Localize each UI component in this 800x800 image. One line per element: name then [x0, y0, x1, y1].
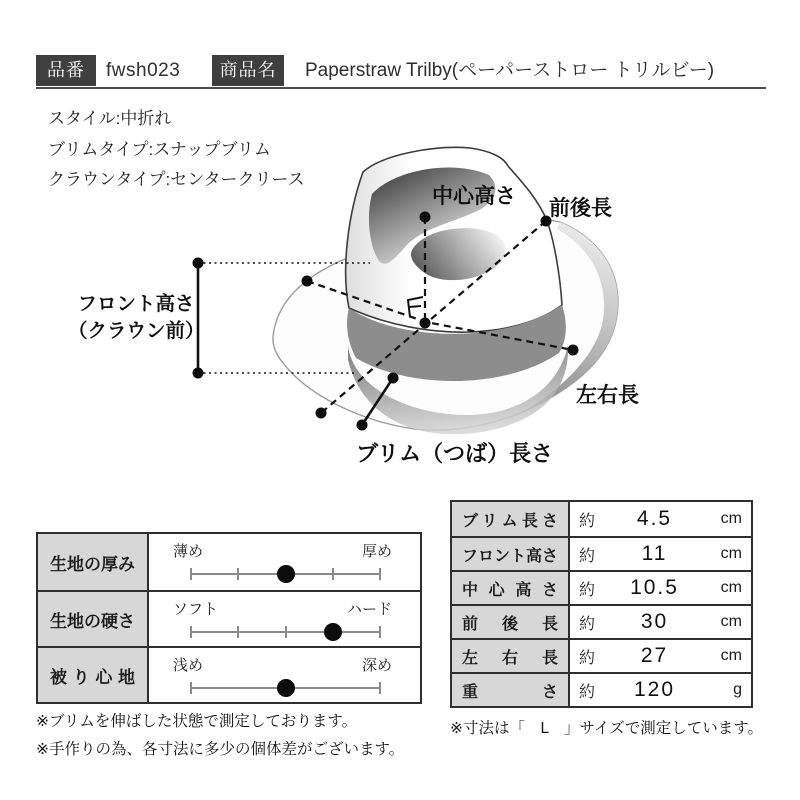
label-front-height-line2: （クラウン前）: [68, 320, 205, 342]
label-front-height-line1: フロント高さ: [77, 293, 195, 315]
spec-label-text: ブリム長さ: [462, 512, 558, 530]
dot-front-height-bottom: [193, 368, 204, 379]
spec-approx: 約: [579, 581, 596, 599]
fit-row-fit-depth: [38, 646, 420, 702]
spec-approx: 約: [579, 512, 596, 530]
spec-label-text: フロント高さ: [462, 547, 559, 565]
fit-label: [38, 534, 149, 590]
product-name-badge: 商品名: [212, 55, 284, 86]
slider-tick: [190, 682, 192, 694]
spec-label-text: 中心高さ: [462, 581, 558, 599]
fit-label-text: 生地の厚み: [50, 554, 135, 574]
spec-value-cell: [570, 640, 751, 672]
label-left-right-length: 左右長: [576, 384, 639, 407]
dot-center: [420, 318, 431, 329]
note-handmade: ※手作りの為、各寸法に多少の個体差がございます。: [36, 741, 405, 758]
slider-track: [191, 631, 380, 633]
spec-label-text: 左右長: [462, 649, 558, 667]
spec-label: [452, 674, 570, 706]
spec-unit: g: [733, 681, 742, 698]
item-number-badge: 品番: [36, 55, 96, 86]
label-center-height: 中心高さ: [432, 185, 516, 208]
spec-number: 120: [633, 678, 676, 701]
slider-tick: [379, 682, 381, 694]
slider-dot: [277, 679, 295, 697]
spec-row-left-right: [452, 638, 751, 672]
spec-row-front-back: [452, 604, 751, 638]
product-name-value: Paperstraw Trilby(ペーパーストロー トリルビー): [305, 60, 715, 81]
slider-min-label: 薄め: [173, 543, 204, 560]
fit-label: [38, 648, 149, 702]
spec-number: 30: [640, 610, 669, 633]
note-measure-method: ※ブリムを伸ばした状態で測定しております。: [36, 713, 358, 730]
spec-approx: 約: [579, 683, 596, 701]
slider-min-label: ソフト: [173, 601, 219, 618]
spec-number: 27: [640, 644, 669, 667]
fit-row-stiffness: [38, 590, 420, 646]
dot-left-right-front: [568, 345, 579, 356]
spec-value-cell: [570, 502, 751, 536]
fit-label: [38, 592, 149, 646]
dot-front-back-front: [316, 408, 327, 419]
slider-max-label: ハード: [346, 601, 392, 618]
spec-label: [452, 572, 570, 604]
detail-crown-type: クラウンタイプ:センタークリース: [48, 170, 305, 189]
slider-tick: [190, 626, 192, 638]
slider-track: [191, 687, 380, 689]
dot-front-height-top: [193, 258, 204, 269]
spec-approx: 約: [579, 649, 596, 667]
spec-row-weight: [452, 672, 751, 706]
spec-unit: cm: [720, 579, 742, 596]
stiffness-slider: [149, 592, 420, 646]
fit-label-text: 被り心地: [50, 667, 135, 687]
spec-unit: cm: [720, 647, 742, 664]
fit-label-text: 生地の硬さ: [50, 611, 135, 631]
detail-style: スタイル:中折れ: [48, 109, 172, 128]
slider-tick: [285, 626, 287, 638]
spec-approx: 約: [579, 547, 596, 565]
fit-row-thickness: [38, 534, 420, 590]
header-rule: [36, 87, 766, 89]
thickness-slider: [149, 534, 420, 590]
slider-min-label: 浅め: [173, 657, 204, 674]
fit-depth-slider: [149, 648, 420, 702]
notes-left: [36, 708, 404, 764]
dot-brim-outer: [357, 420, 368, 431]
spec-label: [452, 606, 570, 638]
dot-crown-top: [420, 212, 431, 223]
spec-unit: cm: [720, 545, 742, 562]
spec-row-brim-length: [452, 502, 751, 536]
spec-row-center-height: [452, 570, 751, 604]
dot-left-right-back: [302, 276, 313, 287]
spec-number: 11: [641, 542, 668, 565]
slider-tick: [237, 626, 239, 638]
slider-dot: [324, 623, 342, 641]
spec-label: [452, 538, 570, 570]
spec-number: 10.5: [630, 576, 679, 599]
spec-unit: cm: [720, 613, 742, 630]
item-number-value: fwsh023: [106, 60, 181, 81]
spec-number: 4.5: [636, 507, 673, 530]
spec-label-text: 前後長: [462, 615, 558, 633]
spec-value-cell: [570, 538, 751, 570]
slider-tick: [190, 568, 192, 580]
slider-tick: [332, 568, 334, 580]
spec-value-cell: [570, 572, 751, 604]
spec-value-cell: [570, 674, 751, 706]
spec-row-front-height: [452, 536, 751, 570]
slider-max-label: 厚め: [361, 543, 392, 560]
spec-unit: cm: [720, 510, 742, 527]
spec-approx: 約: [579, 615, 596, 633]
spec-label: [452, 502, 570, 536]
fit-table: [36, 532, 422, 704]
slider-dot: [277, 565, 295, 583]
label-brim-length: ブリム（つば）長さ: [356, 441, 554, 466]
slider-tick: [379, 568, 381, 580]
note-size-basis: ※寸法は「 L 」サイズで測定しています。: [450, 720, 764, 737]
slider-track: [191, 573, 380, 575]
slider-max-label: 深め: [361, 657, 392, 674]
spec-label: [452, 640, 570, 672]
spec-table: [450, 500, 753, 708]
slider-tick: [379, 626, 381, 638]
spec-label-text: 重さ: [462, 683, 558, 701]
dot-brim-inner: [388, 373, 399, 384]
label-front-back-length: 前後長: [549, 197, 612, 220]
label-front-height: [68, 291, 204, 345]
spec-value-cell: [570, 606, 751, 638]
slider-tick: [237, 568, 239, 580]
detail-brim-type: ブリムタイプ:スナップブリム: [48, 139, 271, 159]
